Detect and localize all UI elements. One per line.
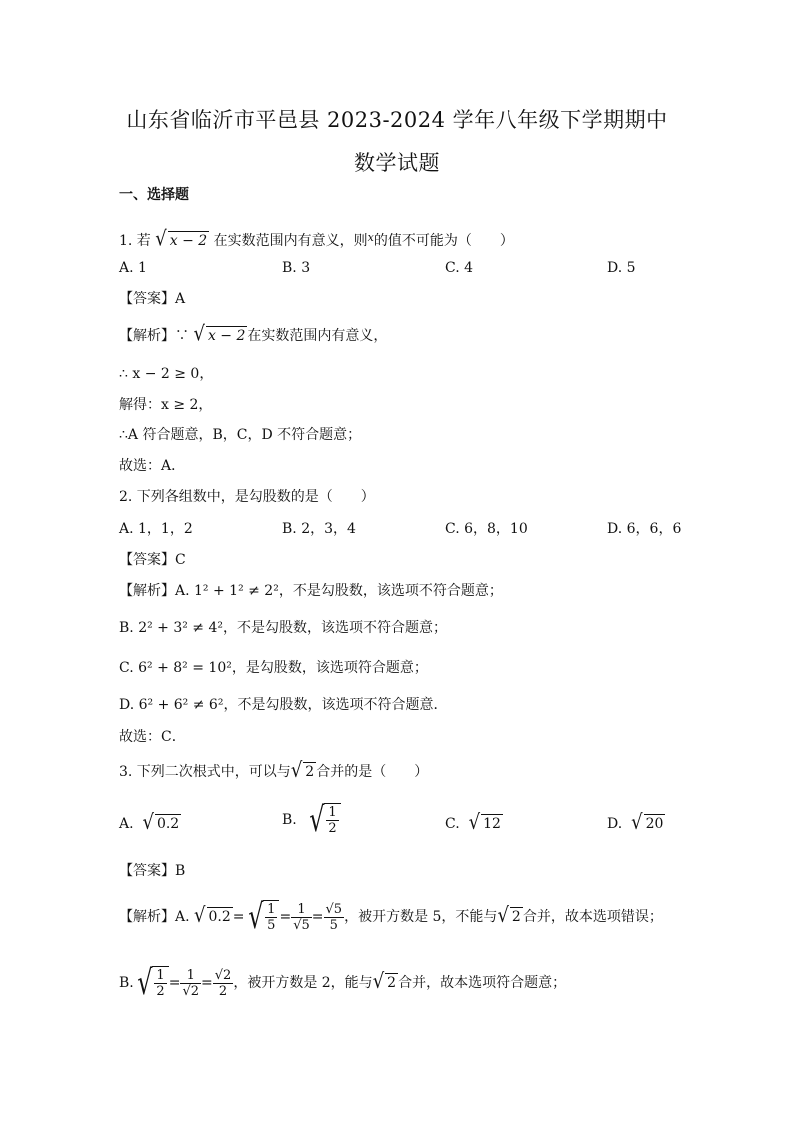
q1-option-b: B. 3 <box>282 260 311 276</box>
q3-option-d: D. √ 20 <box>607 810 664 835</box>
q2-analysis-c: C. 6² + 8² = 10²，是勾股数，该选项符合题意； <box>119 660 428 676</box>
q2-option-d: D. 6，6，6 <box>607 521 682 537</box>
q3-option-b: B. √ $\frac{1}{2}$ <box>282 803 341 837</box>
q3-stem-sqrt: √ 2 <box>290 758 315 783</box>
q1-analysis <box>119 322 388 347</box>
q3-analysis-a: 【解析】A. √ 0.2 = √ $\frac{1}{5}$ = $\frac{1}{√5}$ = $\frac{√5}{5}$ ，被开方数是 5，不能与 √ 2 合并，故本选项错误； <box>119 897 663 937</box>
q1-analysis-text: 在实数范围内有意义， <box>247 328 388 344</box>
q1-step-2: 解得：x ≥ 2， <box>119 397 213 413</box>
q1-stem-pre: 1. 若 <box>119 233 151 249</box>
q1-option-c: C. 4 <box>445 260 474 276</box>
q2-option-c: C. 6，8，10 <box>445 521 528 537</box>
q1-stem-post: 在实数范围内有意义，则 <box>213 233 368 249</box>
document-subtitle: 数学试题 <box>354 151 440 175</box>
q3-stem-pre: 3. 下列二次根式中，可以与 <box>119 764 291 780</box>
q1-option-a: A. 1 <box>119 260 147 276</box>
document-title: 山东省临沂市平邑县 2023-2024 学年八年级下学期期中 <box>126 108 668 132</box>
q3-answer: 【答案】B <box>119 863 186 879</box>
q2-analysis-b: B. 2² + 3² ≠ 4²，不是勾股数，该选项不符合题意； <box>119 620 448 636</box>
q2-option-b: B. 2，3，4 <box>282 521 356 537</box>
q2-analysis-a: 【解析】A. 1² + 1² ≠ 2²，不是勾股数，该选项不符合题意； <box>119 583 503 599</box>
question-1-stem <box>119 228 514 251</box>
section-heading: 一、选择题 <box>119 187 189 203</box>
q3-option-a: A. √ 0.2 <box>119 810 180 835</box>
q1-step-1: ∴ x − 2 ≥ 0， <box>119 366 214 382</box>
q1-variable: x <box>367 231 374 244</box>
q3-stem-post: 合并的是（ ） <box>316 764 429 780</box>
q3-option-c: C. √ 12 <box>445 810 501 835</box>
question-2-stem: 2. 下列各组数中，是勾股数的是（ ） <box>119 489 375 505</box>
q1-stem-end: 的值不可能为（ ） <box>373 233 514 249</box>
q2-answer: 【答案】C <box>119 552 186 568</box>
q1-conclusion: 故选：A． <box>119 458 186 474</box>
q1-sqrt-expression: √ x − 2 <box>155 227 208 252</box>
q1-analysis-label: 【解析】 <box>119 328 175 344</box>
q3-analysis-b: B. √ $\frac{1}{2}$ = $\frac{1}{√2}$ = $\frac{√2}{2}$ ，被开方数是 2，能与 √ 2 合并，故本选项符合题意； <box>119 963 567 1003</box>
q1-step-3: ∴A 符合题意，B，C，D 不符合题意； <box>119 427 362 443</box>
because-symbol: ∵ <box>175 328 189 344</box>
q2-option-a: A. 1，1，2 <box>119 521 193 537</box>
q2-analysis-d: D. 6² + 6² ≠ 6²，不是勾股数，该选项不符合题意． <box>119 697 448 713</box>
question-3-stem <box>119 758 429 783</box>
q1-answer: 【答案】A <box>119 291 186 307</box>
q1-option-d: D. 5 <box>607 260 636 276</box>
q2-conclusion: 故选：C． <box>119 729 186 745</box>
q1-analysis-sqrt: √ x − 2 <box>193 322 246 347</box>
